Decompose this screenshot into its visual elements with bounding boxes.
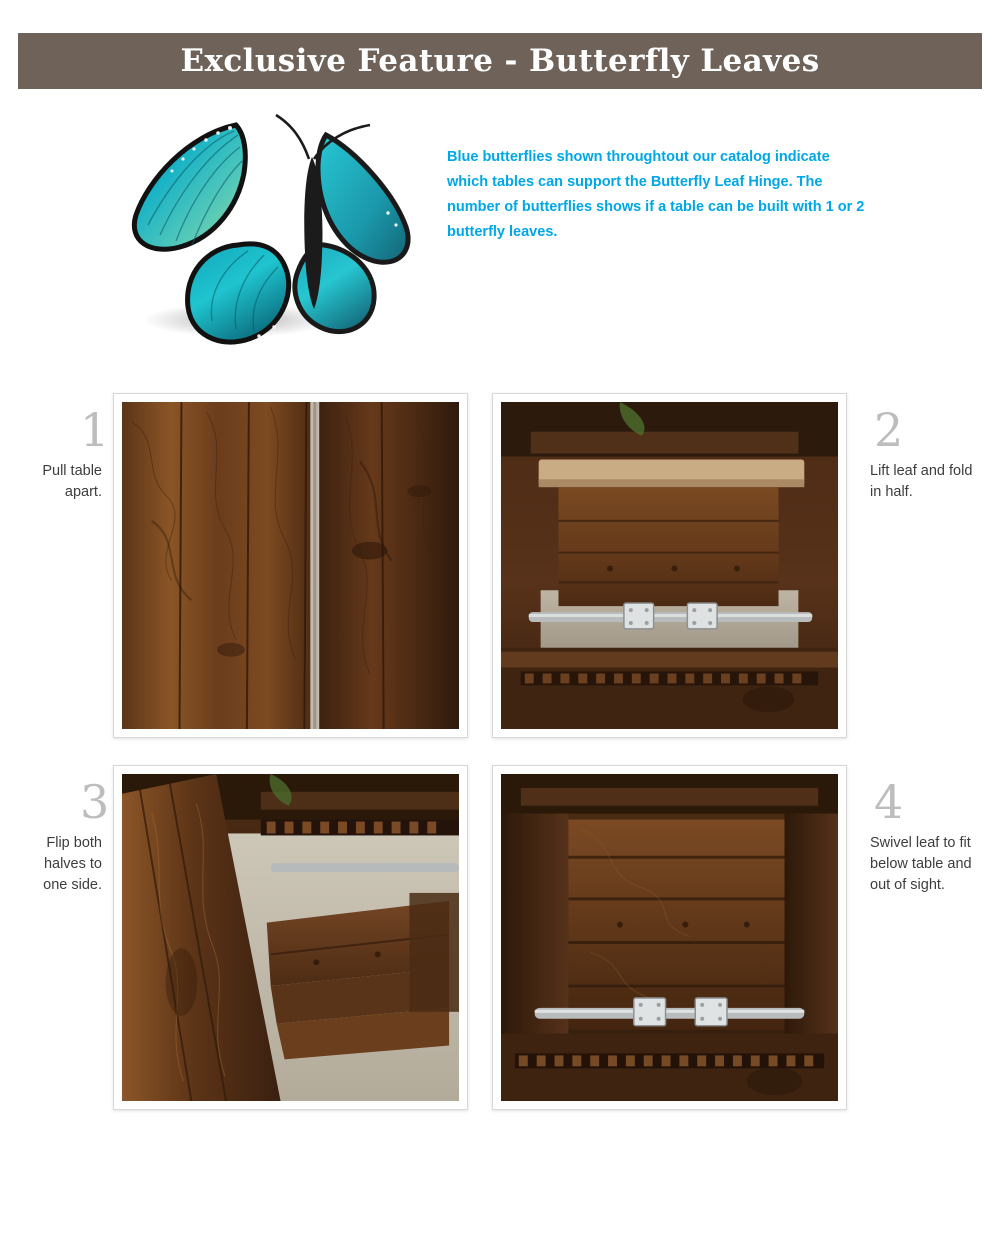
page-title: Exclusive Feature - Butterfly Leaves	[180, 43, 820, 79]
step-photo-frame	[113, 765, 468, 1110]
butterfly-icon	[88, 95, 418, 345]
steps-row-2	[0, 757, 1000, 1129]
step-number: 1	[80, 403, 110, 457]
step-photo-frame	[113, 393, 468, 738]
step-3	[18, 757, 498, 1117]
leaf-swiveled-below-table-photo	[501, 774, 838, 1101]
step-caption: Flip both halves to one side.	[43, 835, 102, 893]
steps-section	[0, 385, 1000, 1129]
step-photo-frame	[492, 393, 847, 738]
step-2	[492, 385, 972, 745]
intro-paragraph: Blue butterflies shown throughtout our catalog indicate which tables can support the Butterfly Leaf Hinge. The number of butterflies shows if a table can be built with 1 or 2 butterfly leaves.	[447, 148, 865, 240]
step-number: 4	[874, 775, 904, 829]
steps-row-1	[0, 385, 1000, 757]
step-number: 3	[80, 775, 110, 829]
step-1	[18, 385, 498, 745]
table-top-pulled-apart-photo	[122, 402, 459, 729]
step-4	[492, 757, 972, 1117]
step-caption: Swivel leaf to fit below table and out of sight.	[870, 835, 972, 893]
header-banner	[18, 33, 982, 89]
step-number: 2	[874, 403, 904, 457]
step-caption: Pull table apart.	[42, 463, 102, 500]
step-photo-frame	[492, 765, 847, 1110]
leaf-lifted-folded-photo	[501, 402, 838, 729]
step-caption: Lift leaf and fold in half.	[870, 463, 973, 500]
leaf-halves-flipped-photo	[122, 774, 459, 1101]
